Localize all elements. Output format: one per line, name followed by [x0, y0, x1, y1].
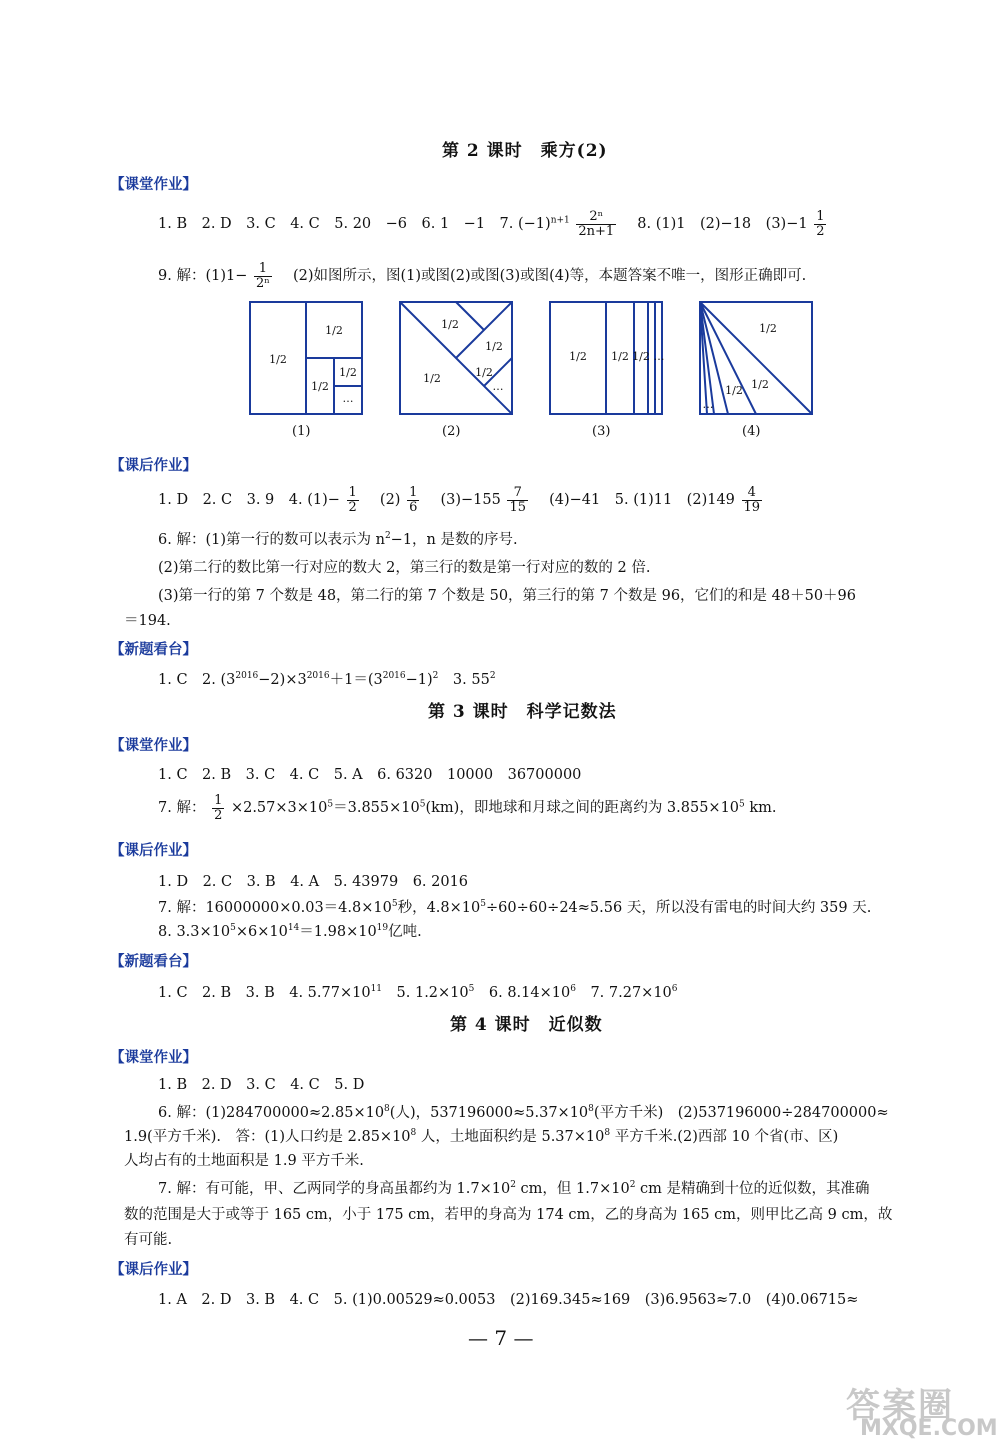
- fig4-quarter-label: 1/2: [751, 378, 769, 391]
- fig4-eighth-label: 1/2: [725, 384, 743, 397]
- s2-q6c: (3)第一行的第 7 个数是 48，第二行的第 7 个数是 50，第三行的第 7 个数是 96，它们的和是 48＋50＋96: [158, 588, 857, 604]
- s2-classwork-line1: 1. B 2. D 3. C 4. C 5. 20 −6 6. 1 −1 7. $(-1)^{n+1}$ $\frac{\text{2ⁿ}}{2n+1}$ 8. (1)1 (2)−18 (3)−1 $\frac{1}{2}$: [158, 209, 825, 239]
- tag-homework: 【课后作业】: [110, 843, 197, 859]
- fraction: $\frac{1}{2}$: [816, 209, 825, 239]
- fig4-half-label: 1/2: [759, 322, 777, 335]
- fig2-sixteenth-label: 1/2: [475, 366, 493, 379]
- fraction: $\frac{7}{15}$: [509, 485, 526, 515]
- fig2-eighth-label: 1/2: [485, 340, 503, 353]
- s4-classwork-line1: 1. B 2. D 3. C 4. C 5. D: [158, 1077, 365, 1093]
- fig2-dots: …: [492, 380, 504, 393]
- fig1-eighth-label: 1/2: [311, 380, 329, 393]
- s3-homework-line1: 1. D 2. C 3. B 4. A 5. 43979 6. 2016: [158, 874, 469, 890]
- fraction: $\frac{1}{6}$: [409, 485, 418, 515]
- fig2-half-label: 1/2: [423, 372, 441, 385]
- s3-q7-homework: 7. 解：$16000000\times 0.03=4.8\times 10^5$秒，$4.8\times 10^5\div 60\div 60\div 24\approx 5.56$ 天，所以没有雷电的时间大约 359 天.: [158, 899, 872, 916]
- fraction: $\frac{1}{\text{2ⁿ}}$: [255, 261, 270, 291]
- s4-q6c: 人均占有的土地面积是 1.9 平方千米.: [124, 1153, 364, 1169]
- fig1-half-label: 1/2: [269, 353, 287, 366]
- page-number: — 7 —: [468, 1326, 534, 1350]
- watermark-url: MXQE.COM: [860, 1416, 998, 1441]
- s2-q6b: (2)第二行的数比第一行对应的数大 2，第三行的数是第一行对应的数的 2 倍.: [158, 560, 651, 576]
- fig2-caption: (2): [442, 424, 461, 439]
- s3-q7: 7. 解： $\frac{1}{2}$ $\times 2.57\times 3\times 10^5=3.855\times 10^5(km)$，即地球和月球之间的距离约为 $3.855\times 10^5$ km.: [158, 793, 777, 823]
- fig3-half-label: 1/2: [569, 350, 587, 363]
- fig4-dots: …: [702, 398, 714, 411]
- fig3-dots: …: [653, 350, 665, 363]
- fig1-dots: …: [342, 392, 354, 405]
- s2-q6d: ＝194.: [124, 613, 171, 629]
- fraction: $\frac{\text{2ⁿ}}{2n+1}$: [578, 209, 615, 239]
- fraction: $\frac{1}{2}$: [348, 485, 357, 515]
- s2-q6a: 6. 解：(1)第一行的数可以表示为 $n^2-1$，n 是数的序号.: [158, 531, 518, 548]
- fig3-quarter-label: 1/2: [611, 350, 629, 363]
- square-figures: [0, 298, 1000, 448]
- fig4-caption: (4): [742, 424, 761, 439]
- tag-classwork: 【课堂作业】: [110, 177, 197, 193]
- fig1-quarter-label: 1/2: [325, 324, 343, 337]
- tag-homework: 【课后作业】: [110, 458, 197, 474]
- fig3-caption: (3): [592, 424, 611, 439]
- s2-q9: 9. 解：(1)1− $\frac{1}{\text{2ⁿ}}$ (2)如图所示，图(1)或图(2)或图(3)或图(4)等，本题答案不唯一，图形正确即可.: [158, 261, 807, 291]
- tag-classwork: 【课堂作业】: [110, 1050, 197, 1066]
- s2-homework-line1: 1. D 2. C 3. 9 4. (1)− $\frac{1}{2}$ (2) $\frac{1}{6}$ (3)−155 $\frac{7}{15}$ (4)−41 5. (1)11 (2)149 $\frac{4}{19}$: [158, 485, 761, 515]
- watermark-logo: 答案圈: [846, 1386, 954, 1426]
- tag-new-questions: 【新题看台】: [110, 954, 197, 970]
- s3-q8-homework: 8. $3.3\times 10^5\times 6\times 10^{14}=1.98\times 10^{19}$亿吨.: [158, 923, 422, 940]
- section-2-title: 第 2 课时 乘方(2): [442, 141, 608, 161]
- s4-q7c: 有可能.: [124, 1232, 173, 1248]
- s4-q6a: 6. 解：$(1)284700000\approx 2.85\times 10^8$(人)，$537196000\approx 5.37\times 10^8$(平方千米) (2)537196000÷284700000≈: [158, 1104, 889, 1121]
- fig1-caption: (1): [292, 424, 311, 439]
- fig2-quarter-label: 1/2: [441, 318, 459, 331]
- s4-q6b: 1.9(平方千米). 答：(1)人口约是 $2.85\times 10^8$ 人，土地面积约是 $5.37\times 10^8$ 平方千米.(2)西部 10 个省(市、区): [124, 1128, 839, 1145]
- tag-classwork: 【课堂作业】: [110, 738, 197, 754]
- fig1-sixteenth-label: 1/2: [339, 366, 357, 379]
- section-3-title: 第 3 课时 科学记数法: [428, 702, 617, 722]
- s4-q7b: 数的范围是大于或等于 165 cm，小于 175 cm，若甲的身高为 174 cm，乙的身高为 165 cm，则甲比乙高 9 cm，故: [124, 1207, 893, 1223]
- fraction: $\frac{1}{2}$: [214, 793, 223, 823]
- tag-new-questions: 【新题看台】: [110, 642, 197, 658]
- s4-q7a: 7. 解：有可能，甲、乙两同学的身高虽都约为 $1.7\times 10^2$ cm，但 $1.7\times 10^2$ cm 是精确到十位的近似数，其准确: [158, 1180, 870, 1197]
- s3-new-line1: 1. C 2. B 3. B 4. $5.77\times 10^{11}$ 5. $1.2\times 10^5$ 6. $8.14\times 10^6$ 7. $7.27\times 10^6$: [158, 984, 678, 1001]
- fig3-eighth-label: 1/2: [632, 350, 650, 363]
- s4-homework-line1: 1. A 2. D 3. B 4. C 5. (1)0.00529≈0.0053 (2)169.345≈169 (3)6.9563≈7.0 (4)0.06715≈: [158, 1292, 859, 1308]
- s2-new-line1: 1. C 2. $(3^{2016}-2)\times 3^{2016}+1=(3^{2016}-1)^2$ 3. $55^2$: [158, 671, 496, 688]
- fraction: $\frac{4}{19}$: [743, 485, 761, 515]
- section-4-title: 第 4 课时 近似数: [450, 1015, 603, 1035]
- tag-homework: 【课后作业】: [110, 1262, 197, 1278]
- s3-classwork-line1: 1. C 2. B 3. C 4. C 5. A 6. 6320 10000 36700000: [158, 767, 582, 783]
